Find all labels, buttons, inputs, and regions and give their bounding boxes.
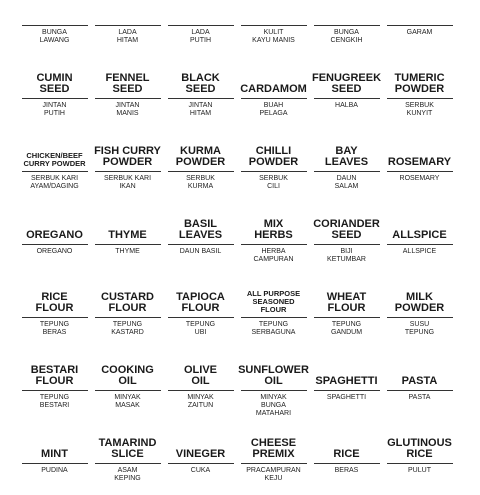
label-divider bbox=[22, 463, 88, 464]
pantry-label bbox=[310, 203, 383, 276]
label-malay-name: TEPUNG KASTARD bbox=[111, 321, 144, 336]
label-english-name: WHEAT FLOUR bbox=[326, 291, 367, 314]
label-malay-name: BUNGA LAWANG bbox=[39, 29, 70, 44]
pantry-label bbox=[237, 203, 310, 276]
label-english-name: FISH CURRY POWDER bbox=[94, 145, 161, 168]
label-divider bbox=[95, 390, 161, 391]
label-english-name: KURMA POWDER bbox=[175, 145, 226, 168]
label-malay-name: SERBUK KUNYIT bbox=[405, 102, 434, 117]
label-malay-name: TEPUNG BERAS bbox=[39, 321, 70, 336]
label-malay-name: PASTA bbox=[408, 394, 431, 401]
label-english-name: MIX HERBS bbox=[254, 218, 293, 241]
label-malay-name: ROSEMARY bbox=[399, 175, 440, 182]
pantry-label bbox=[18, 276, 91, 349]
label-malay-name: PULUT bbox=[408, 467, 431, 474]
pantry-label bbox=[164, 0, 237, 57]
label-malay-name: DAUN SALAM bbox=[334, 175, 359, 190]
pantry-label bbox=[310, 276, 383, 349]
pantry-label bbox=[164, 276, 237, 349]
pantry-label bbox=[18, 349, 91, 422]
label-malay-name: BIJI KETUMBAR bbox=[327, 248, 366, 263]
label-english-name: FENNEL SEED bbox=[105, 72, 150, 95]
label-malay-name: SERBUK CILI bbox=[259, 175, 288, 190]
pantry-label bbox=[91, 0, 164, 57]
label-divider bbox=[22, 317, 88, 318]
label-divider bbox=[241, 463, 307, 464]
label-malay-name: SUSU TEPUNG bbox=[404, 321, 435, 336]
label-english-name: ALLSPICE bbox=[392, 229, 447, 241]
label-divider bbox=[241, 244, 307, 245]
label-malay-name: DAUN BASIL bbox=[179, 248, 222, 255]
label-divider bbox=[95, 317, 161, 318]
label-english-name: GLUTINOUS RICE bbox=[387, 437, 452, 460]
label-malay-name: ASAM KEPING bbox=[114, 467, 141, 482]
pantry-label bbox=[18, 130, 91, 203]
label-malay-name: TEPUNG GANDUM bbox=[330, 321, 363, 336]
label-divider bbox=[241, 98, 307, 99]
label-malay-name: BERAS bbox=[334, 467, 359, 474]
pantry-label bbox=[383, 349, 456, 422]
label-english-name: SUNFLOWER OIL bbox=[238, 364, 309, 387]
pantry-label bbox=[91, 203, 164, 276]
label-divider bbox=[168, 317, 234, 318]
pantry-label bbox=[383, 130, 456, 203]
label-english-name: MINT bbox=[41, 448, 68, 460]
label-malay-name: LADA PUTIH bbox=[190, 29, 211, 44]
label-divider bbox=[241, 317, 307, 318]
pantry-label bbox=[383, 422, 456, 495]
label-divider bbox=[168, 244, 234, 245]
label-divider bbox=[387, 317, 453, 318]
pantry-label bbox=[164, 422, 237, 495]
label-divider bbox=[387, 463, 453, 464]
pantry-label bbox=[237, 276, 310, 349]
pantry-label bbox=[91, 130, 164, 203]
label-malay-name: JINTAN HITAM bbox=[188, 102, 213, 117]
pantry-label bbox=[383, 203, 456, 276]
pantry-label bbox=[237, 57, 310, 130]
pantry-label bbox=[237, 422, 310, 495]
label-divider bbox=[168, 463, 234, 464]
label-divider bbox=[168, 98, 234, 99]
label-divider bbox=[22, 390, 88, 391]
label-english-name: CHILLI POWDER bbox=[248, 145, 299, 168]
label-divider bbox=[387, 171, 453, 172]
pantry-label bbox=[18, 422, 91, 495]
label-divider bbox=[387, 25, 453, 26]
label-grid bbox=[18, 0, 456, 495]
label-english-name: CORIANDER SEED bbox=[313, 218, 380, 241]
label-english-name: ALL PURPOSE SEASONED FLOUR bbox=[246, 289, 301, 314]
label-english-name: TAPIOCA FLOUR bbox=[176, 291, 225, 314]
label-malay-name: SERBUK KARI AYAM/DAGING bbox=[30, 175, 79, 190]
pantry-label bbox=[91, 422, 164, 495]
pantry-label bbox=[237, 349, 310, 422]
label-malay-name: TEPUNG BESTARI bbox=[39, 394, 70, 409]
label-english-name: CUSTARD FLOUR bbox=[101, 291, 154, 314]
pantry-label bbox=[310, 57, 383, 130]
label-divider bbox=[241, 25, 307, 26]
pantry-label bbox=[237, 130, 310, 203]
pantry-label bbox=[383, 276, 456, 349]
label-malay-name: HALBA bbox=[335, 102, 358, 109]
label-divider bbox=[314, 25, 380, 26]
pantry-label bbox=[91, 276, 164, 349]
label-malay-name: JINTAN MANIS bbox=[115, 102, 140, 117]
pantry-label bbox=[18, 0, 91, 57]
label-english-name: CHICKEN/BEEF CURRY POWDER bbox=[23, 151, 86, 168]
label-divider bbox=[314, 98, 380, 99]
label-malay-name: SERBUK KARI IKAN bbox=[103, 175, 152, 190]
label-malay-name: MINYAK BUNGA MATAHARI bbox=[255, 394, 292, 417]
label-english-name: COOKING OIL bbox=[101, 364, 154, 387]
label-divider bbox=[168, 390, 234, 391]
label-malay-name: KULIT KAYU MANIS bbox=[252, 29, 295, 44]
pantry-label bbox=[164, 57, 237, 130]
label-malay-name: PRACAMPURAN KEJU bbox=[246, 467, 301, 482]
label-english-name: MILK POWDER bbox=[394, 291, 445, 314]
label-english-name: BESTARI FLOUR bbox=[30, 364, 79, 387]
label-english-name: BAY LEAVES bbox=[324, 145, 369, 168]
label-malay-name: CUKA bbox=[190, 467, 211, 474]
label-divider bbox=[22, 171, 88, 172]
label-divider bbox=[95, 244, 161, 245]
pantry-label bbox=[237, 0, 310, 57]
label-malay-name: BUAH PELAGA bbox=[259, 102, 288, 117]
label-english-name: TAMARIND SLICE bbox=[98, 437, 157, 460]
label-english-name: RICE FLOUR bbox=[35, 291, 74, 314]
label-divider bbox=[314, 171, 380, 172]
label-english-name: THYME bbox=[108, 229, 147, 241]
label-divider bbox=[314, 390, 380, 391]
label-english-name: CARDAMOM bbox=[240, 83, 307, 95]
pantry-label bbox=[383, 0, 456, 57]
label-malay-name: ALLSPICE bbox=[402, 248, 437, 255]
pantry-label bbox=[164, 349, 237, 422]
label-english-name: OREGANO bbox=[26, 229, 83, 241]
label-malay-name: HERBA CAMPURAN bbox=[253, 248, 294, 263]
label-divider bbox=[95, 25, 161, 26]
label-english-name: BLACK SEED bbox=[181, 72, 220, 95]
label-english-name: OLIVE OIL bbox=[183, 364, 217, 387]
label-malay-name: TEPUNG SERBAGUNA bbox=[251, 321, 296, 336]
label-divider bbox=[314, 244, 380, 245]
pantry-label bbox=[310, 0, 383, 57]
label-malay-name: GARAM bbox=[406, 29, 433, 36]
label-malay-name: LADA HITAM bbox=[116, 29, 139, 44]
label-divider bbox=[95, 463, 161, 464]
pantry-label bbox=[310, 349, 383, 422]
label-divider bbox=[22, 25, 88, 26]
label-malay-name: BUNGA CENGKIH bbox=[330, 29, 363, 44]
label-malay-name: MINYAK MASAK bbox=[114, 394, 141, 409]
pantry-label bbox=[91, 57, 164, 130]
label-divider bbox=[241, 390, 307, 391]
pantry-label bbox=[310, 422, 383, 495]
pantry-label bbox=[18, 203, 91, 276]
label-malay-name: OREGANO bbox=[36, 248, 73, 255]
label-english-name: CUMIN SEED bbox=[36, 72, 73, 95]
label-english-name: FENUGREEK SEED bbox=[311, 72, 382, 95]
label-divider bbox=[95, 171, 161, 172]
pantry-label bbox=[18, 57, 91, 130]
label-malay-name: THYME bbox=[115, 248, 140, 255]
pantry-label bbox=[310, 130, 383, 203]
label-divider bbox=[168, 25, 234, 26]
label-divider bbox=[95, 98, 161, 99]
label-divider bbox=[314, 317, 380, 318]
label-divider bbox=[241, 171, 307, 172]
label-malay-name: JINTAN PUTIH bbox=[42, 102, 67, 117]
label-divider bbox=[387, 244, 453, 245]
pantry-label bbox=[383, 57, 456, 130]
label-malay-name: SERBUK KURMA bbox=[186, 175, 215, 190]
label-malay-name: MINYAK ZAITUN bbox=[187, 394, 214, 409]
label-english-name: RICE bbox=[333, 448, 360, 460]
label-divider bbox=[387, 390, 453, 391]
label-english-name: SPAGHETTI bbox=[315, 375, 378, 387]
label-english-name: CHEESE PREMIX bbox=[250, 437, 297, 460]
label-english-name: VINEGER bbox=[175, 448, 226, 460]
label-divider bbox=[22, 244, 88, 245]
label-divider bbox=[387, 98, 453, 99]
pantry-label bbox=[91, 349, 164, 422]
label-divider bbox=[22, 98, 88, 99]
label-english-name: BASIL LEAVES bbox=[178, 218, 223, 241]
pantry-label bbox=[164, 130, 237, 203]
label-divider bbox=[168, 171, 234, 172]
label-malay-name: PUDINA bbox=[41, 467, 68, 474]
label-malay-name: SPAGHETTI bbox=[326, 394, 367, 401]
pantry-label bbox=[164, 203, 237, 276]
label-divider bbox=[314, 463, 380, 464]
label-english-name: TUMERIC POWDER bbox=[394, 72, 445, 95]
label-english-name: ROSEMARY bbox=[387, 156, 452, 168]
label-malay-name: TEPUNG UBI bbox=[185, 321, 216, 336]
label-english-name: PASTA bbox=[401, 375, 438, 387]
